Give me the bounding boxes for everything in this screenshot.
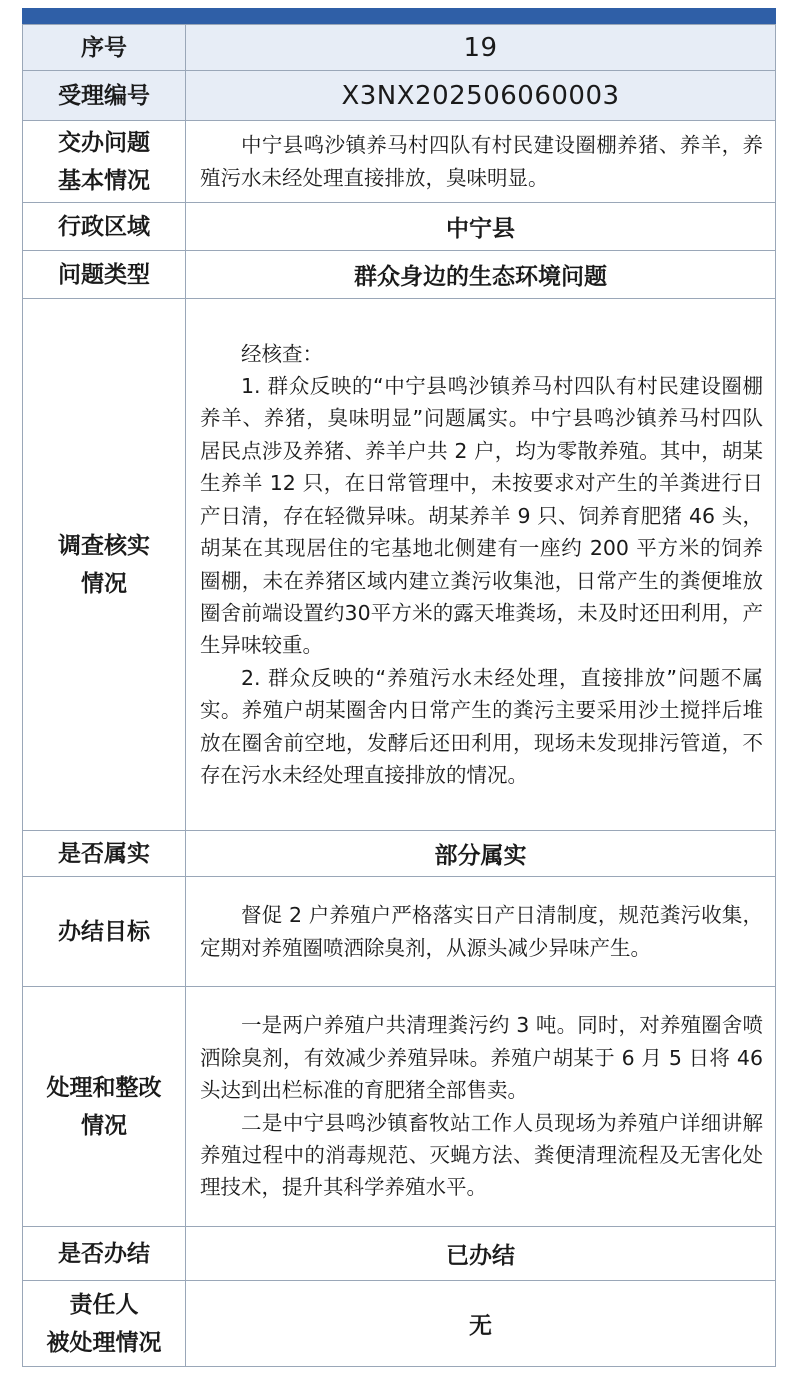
row-handling (23, 987, 776, 1227)
paragraph: 经核查： (241, 341, 323, 366)
row-responsible (23, 1281, 776, 1367)
region-value: 中宁县 (186, 203, 776, 251)
label-line: 调查核实 (58, 532, 150, 559)
row-label: 问题类型 (23, 251, 186, 299)
paragraph: 二是中宁县鸣沙镇畜牧站工作人员现场为养殖户详细讲解养殖过程中的消毒规范、灭蝇方法、粪便清理流程及无害化处理技术，提升其科学养殖水平。 (200, 1110, 763, 1200)
issue-type-value: 群众身边的生态环境问题 (186, 251, 776, 299)
label-line: 责任人 (69, 1291, 139, 1318)
paragraph: 督促 2 户养殖户严格落实日产日清制度，规范粪污收集，定期对养殖圈喷洒除臭剂，从源头减少异味产生。 (200, 903, 763, 960)
row-investigation (23, 299, 776, 831)
row-label: 是否办结 (23, 1227, 186, 1281)
row-serial (23, 25, 776, 71)
label-line: 情况 (81, 1112, 127, 1139)
goal-text (186, 877, 776, 987)
completed-value: 已办结 (186, 1227, 776, 1281)
row-label (23, 121, 186, 203)
row-label: 办结目标 (23, 877, 186, 987)
case-number: X3NX202506060003 (186, 71, 776, 121)
responsible-value: 无 (186, 1281, 776, 1367)
row-completed (23, 1227, 776, 1281)
row-label (23, 299, 186, 831)
row-basic-info (23, 121, 776, 203)
serial-number: 19 (186, 25, 776, 71)
row-label: 行政区域 (23, 203, 186, 251)
label-line: 基本情况 (58, 167, 150, 194)
row-case-number (23, 71, 776, 121)
row-issue-type (23, 251, 776, 299)
label-line: 处理和整改 (46, 1074, 162, 1101)
label-line: 被处理情况 (46, 1329, 162, 1356)
paragraph: 一是两户养殖户共清理粪污约 3 吨。同时，对养殖圈舍喷洒除臭剂，有效减少养殖异味。养殖户胡某于 6 月 5 日将 46 头达到出栏标准的育肥猪全部售卖。 (200, 1013, 763, 1103)
paragraph: 2. 群众反映的“养殖污水未经处理，直接排放”问题不属实。养殖户胡某圈舍内日常产生的粪污主要采用沙土搅拌后堆放在圈舍前空地，发酵后还田利用，现场未发现排污管道，不存在污水未经处理直接排放的情况。 (200, 665, 763, 787)
verified-value: 部分属实 (186, 831, 776, 877)
basic-info-text (186, 121, 776, 203)
handling-text (186, 987, 776, 1227)
row-verified (23, 831, 776, 877)
row-goal (23, 877, 776, 987)
header-bar (22, 8, 776, 24)
paragraph: 1. 群众反映的“中宁县鸣沙镇养马村四队有村民建设圈棚养羊、养猪，臭味明显”问题属实。中宁县鸣沙镇养马村四队居民点涉及养猪、养羊户共 2 户，均为零散养殖。其中，胡某生养羊 12 只，在日常管理中，未按要求对产生的羊粪进行日产日清，存在轻微异味。胡某养羊 9 只、饲养育肥猪 46 头，胡某在其现居住的宅基地北侧建有一座约 200 平方米的饲养圈棚，未在养猪区域内建立粪污收集池，日常产生的粪便堆放圈舍前端设置约30平方米的露天堆粪场，未及时还田利用，产生异味较重。 (200, 374, 763, 658)
investigation-text (186, 299, 776, 831)
row-label: 是否属实 (23, 831, 186, 877)
row-label (23, 1281, 186, 1367)
row-region (23, 203, 776, 251)
row-label: 受理编号 (23, 71, 186, 121)
row-label (23, 987, 186, 1227)
case-table (22, 24, 776, 1367)
label-line: 情况 (81, 570, 127, 597)
row-label: 序号 (23, 25, 186, 71)
label-line: 交办问题 (58, 129, 150, 156)
paragraph: 中宁县鸣沙镇养马村四队有村民建设圈棚养猪、养羊，养殖污水未经处理直接排放，臭味明显。 (200, 133, 763, 190)
